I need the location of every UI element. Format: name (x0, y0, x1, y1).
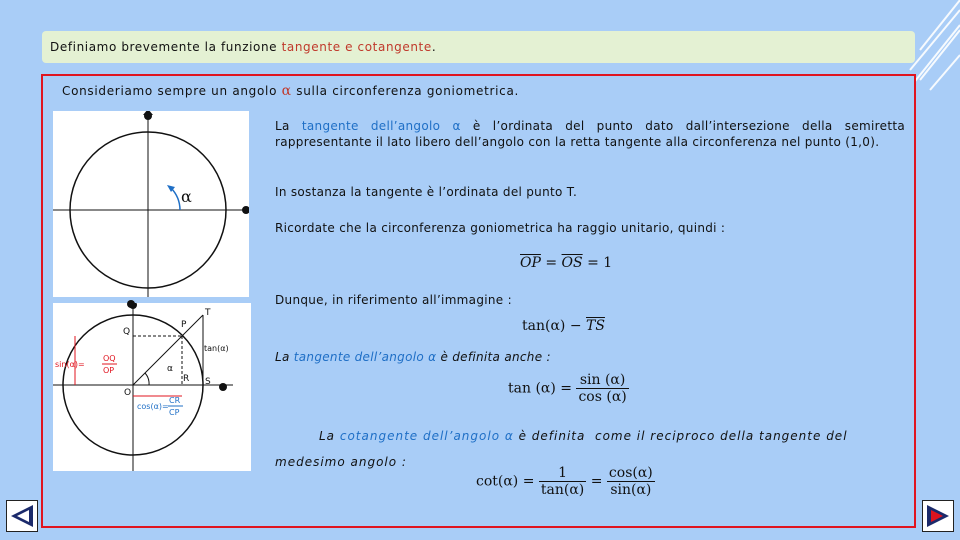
f1-mid: $\overline{OS}$ (561, 255, 583, 271)
fig2-P: P (181, 320, 187, 330)
fig1-alpha-label: α (181, 187, 192, 206)
paragraph-same-angle: medesimo angolo : (275, 455, 407, 469)
f1-left: $\overline{OP}$ (520, 255, 541, 271)
paragraph-ordinate-T: In sostanza la tangente è l’ordinata del punto T. (275, 185, 578, 199)
f3-left: tan (α) = (508, 380, 577, 397)
p6-rest: è definita come il reciproco della tangente del (513, 429, 848, 443)
p5-lead: La (275, 350, 294, 364)
fig2-tan-label: tan(α) (204, 344, 229, 353)
paragraph-unit-radius: Ricordate che la circonferenza goniometrica ha raggio unitario, quindi : (275, 221, 726, 235)
formula-tan-ratio (508, 372, 629, 405)
f3-fraction (576, 372, 628, 405)
paragraph-cotangent (319, 428, 909, 444)
fig2-right-marker (217, 380, 229, 394)
p5-rest: è definita anche : (436, 350, 551, 364)
formula-cotangent (476, 465, 655, 498)
p5-highlight: tangente dell’angolo α (293, 350, 437, 364)
paragraph-tangent-definition (275, 118, 905, 150)
f4-num1: 1 (539, 465, 586, 482)
f4-den1: tan(α) (540, 482, 585, 498)
f4-eq: = (586, 473, 607, 490)
header-suffix: . (431, 40, 437, 54)
p1-highlight: tangente dell’angolo α (301, 119, 461, 133)
formula-unit-radius (520, 255, 612, 271)
header-bar (42, 31, 915, 63)
fig2-cos-label: cos(α)= (137, 402, 169, 411)
p6-highlight: cotangente dell’angolo α (339, 429, 514, 443)
f4-den2: sin(α) (610, 482, 652, 498)
arrow-right-icon (923, 501, 953, 531)
arrow-left-icon (7, 501, 37, 531)
header-highlight: tangente e cotangente (281, 40, 432, 54)
unit-circle-figure (53, 111, 249, 297)
f4-fraction1 (539, 465, 586, 498)
fig2-cos-den: CP (169, 408, 180, 417)
f2-left: tan(α) − (522, 318, 586, 334)
next-slide-button[interactable] (922, 500, 954, 532)
intro-before: Consideriamo sempre un angolo (62, 84, 282, 98)
f3-den: cos (α) (578, 389, 627, 405)
paragraph-image-reference: Dunque, in riferimento all’immagine : (275, 293, 512, 307)
fig2-sin-num: OQ (103, 354, 116, 363)
fig2-sin-label: sin(α)= (55, 360, 85, 369)
f4-num2: cos(α) (608, 465, 653, 481)
fig2-cos-num: CR (169, 396, 181, 405)
f1-eq1: = (540, 255, 562, 271)
intro-line (62, 83, 519, 99)
p1-lead: La (275, 119, 302, 133)
fig2-Q: Q (123, 327, 131, 337)
fig2-R: R (183, 374, 190, 384)
intro-alpha: α (281, 83, 292, 99)
previous-slide-button[interactable] (6, 500, 38, 532)
fig2-T: T (205, 308, 211, 318)
fig2-O: O (124, 388, 132, 398)
f4-fraction2 (607, 465, 655, 498)
fig2-top-marker (125, 298, 137, 310)
header-prefix: Definiamo brevemente la funzione (50, 40, 282, 54)
fig2-S: S (205, 377, 211, 387)
fig2-alpha: α (167, 364, 173, 374)
f3-num: sin (α) (576, 372, 628, 389)
paragraph-tangent-also (275, 349, 905, 365)
f2-right: $\overline{TS}$ (586, 318, 605, 334)
formula-tan-ts (522, 318, 605, 334)
f4-left: cot(α) = (476, 473, 539, 490)
p1-rest: è l’ordinata del punto dato dall’intersezione della semiretta rappresentante il lato libero dell’angolo con la retta tangente alla circonferenza nel punto (1,0). (275, 119, 905, 149)
p6-lead: La (319, 429, 340, 443)
fig2-sin-den: OP (103, 366, 115, 375)
intro-after: sulla circonferenza goniometrica. (291, 84, 520, 98)
f1-eq2: = 1 (582, 255, 613, 271)
